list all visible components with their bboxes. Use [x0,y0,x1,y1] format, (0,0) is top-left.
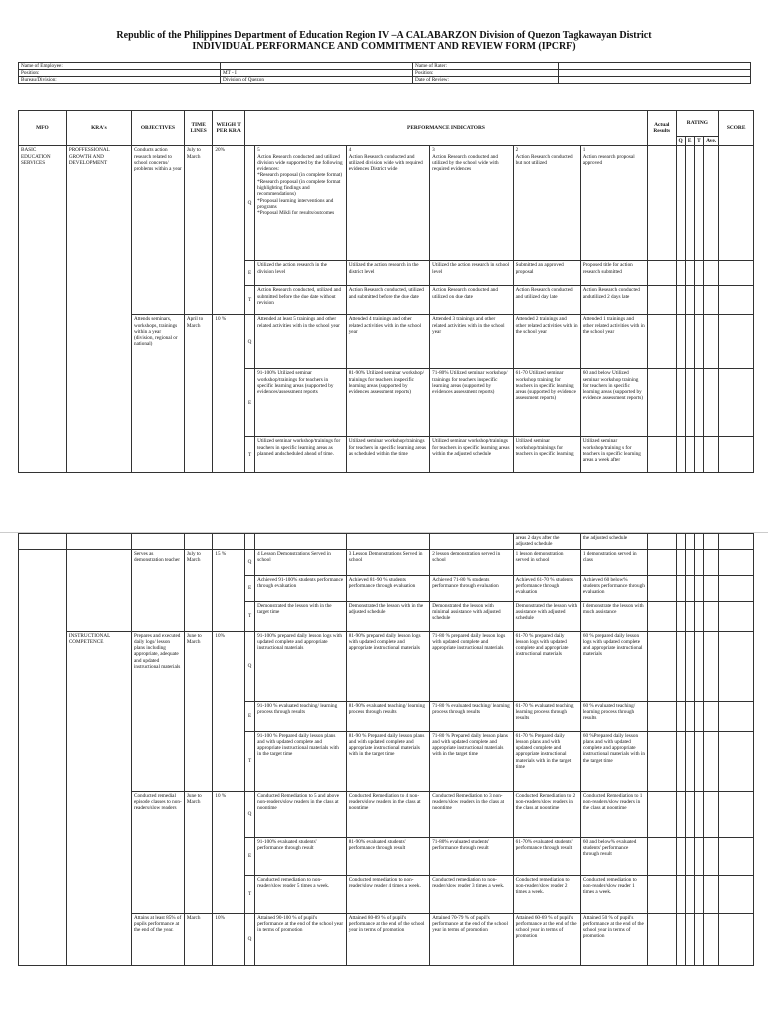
indicator-level-1: 60 %Prepared daily lesson plans and with updated complete and appropriate instructional materials with in the target time [580,731,647,791]
actual-results-cell[interactable] [648,791,677,837]
rater-name-label: Name of Rater: [413,63,559,70]
indicator-level-2: 61-70 Utilized seminar workshop training for teachers in specific learning areas (supported by evidence assessment reports) [513,369,580,437]
score-cell[interactable] [719,837,754,875]
employee-name-value[interactable] [221,63,413,70]
review-date-value[interactable] [559,77,751,84]
score-cell[interactable] [719,791,754,837]
rating-t-cell[interactable] [694,601,703,631]
dimension-label: T [244,731,254,791]
score-cell[interactable] [719,369,754,437]
carry-cell [66,534,131,550]
indicator-level-5: Conducted Remediation to 5 and above non-readers/slow readers in the class at noontime [255,791,347,837]
rating-ave-cell[interactable] [703,261,718,286]
indicator-level-3: Action Research conducted and utilized on due date [430,286,513,315]
indicator-level-1: I demonstrate the lesson with much assistance [580,601,647,631]
timeline-cell: July to March [184,549,213,631]
indicator-level-5: 4 Lesson Demonstrations Served in school [255,549,347,575]
rating-ave-cell[interactable] [704,875,719,913]
indicator-level-3: 71-80 % evaluated teaching/ learning process through results [430,701,513,731]
header-line-2: INDIVIDUAL PERFORMANCE AND COMMITMENT AND REVIEW FORM (IPCRF) [192,41,576,52]
col-rating: RATING [676,111,719,137]
score-cell[interactable] [719,731,754,791]
actual-results-cell[interactable] [648,601,677,631]
indicator-level-1: Conducted Remediation to 1 non-readers/slow readers in the class at noontime [580,791,647,837]
rating-e-cell[interactable] [685,437,694,473]
position-label: Position: [19,70,221,77]
indicator-level-1: Attained 50 % of pupil's performance at the end of the school year in terms of promotion [580,913,647,965]
dimension-label: T [244,601,254,631]
actual-results-cell[interactable] [648,701,677,731]
timeline-cell: June to March [184,791,213,913]
indicator-level-1: 60 % prepared daily lesson logs with updated complete and appropriate instructional materials [580,631,647,701]
indicator-level-4: Action Research conducted, utilized and submitted before the due date [346,286,429,315]
col-kra: KRA's [66,111,131,146]
rating-q-cell[interactable] [676,575,685,601]
indicator-level-4: 81-90% prepared daily lesson logs with updated complete and appropriate instructional materials [346,631,429,701]
rating-q-cell[interactable] [676,437,685,473]
actual-results-cell[interactable] [648,315,677,369]
bureau-label: Bureau/Division: [19,77,221,84]
indicator-level-1: 1 demonstration served in class [580,549,647,575]
rating-q-cell[interactable] [676,261,685,286]
actual-results-cell[interactable] [648,837,677,875]
indicator-level-2: Attained 60-69 % of pupil's performance at the end of the school year in terms of promotion [513,913,580,965]
carry-cell [346,534,429,550]
indicator-level-5: Conducted remediation to non-reader/slow reader 5 times a week. [255,875,347,913]
rating-q-cell[interactable] [676,837,685,875]
dimension-label: T [244,875,254,913]
indicator-level-2: Action Research conducted and utilized day late [513,286,580,315]
indicator-level-5: Attended at least 5 trainings and other related activities with in the school year [255,315,347,369]
rating-ave-cell[interactable] [703,369,718,437]
indicator-level-5: 91-100% evaluated students' performance through result [255,837,347,875]
indicator-level-3: 71-80% evaluated students' performance through result [430,837,513,875]
rating-ave-cell[interactable] [704,601,719,631]
rating-t-cell[interactable] [694,875,703,913]
col-mfo: MFO [19,111,67,146]
indicator-level-5: 91-100 % Prepared daily lesson plans and with updated complete and appropriate instructional materials with in the target time [255,731,347,791]
ipcrf-table-page-2 [18,533,754,966]
rating-e-cell[interactable] [685,731,694,791]
weight-cell: 10% [213,631,245,791]
carry-cell [430,534,513,550]
objective-cell: Prepares and executed daily logs/ lesson plans including appropriate, adequate and updated instructional materials [131,631,184,791]
indicator-level-3: 71-80 % prepared daily lesson logs with updated complete and appropriate instructional materials [430,631,513,701]
rating-ave-cell[interactable] [704,631,719,701]
score-cell[interactable] [719,701,754,731]
indicator-level-4: Demonstrated the lesson with in the adjusted schedule [346,601,429,631]
indicator-level-1: Proposed title for action research submitted [580,261,647,286]
indicator-level-2: 61-70 % Prepared daily lesson plans and with updated complete and appropriate instructional materials with in the target time [513,731,580,791]
col-objectives: OBJECTIVES [131,111,184,146]
col-performance-indicators: PERFORMANCE INDICATORS [244,111,647,146]
indicator-level-3: Utilized seminar workshop/trainings for teachers in specific learning areas within the adjusted schedule [430,437,513,473]
indicator-level-3: Attended 3 trainings and other related activities with in the school year [430,315,513,369]
rating-e-cell[interactable] [685,701,694,731]
indicator-level-1: Achieved 60 below% students performance through evaluation [580,575,647,601]
score-cell[interactable] [719,437,754,473]
indicator-level-1: 1 Action research proposal approved [580,146,647,261]
actual-results-cell[interactable] [648,534,677,550]
kra-cell: PROFFESSIONAL GROWTH AND DEVELOPMENT [66,146,131,473]
rating-ave-cell[interactable] [703,286,718,315]
dimension-label: E [244,575,254,601]
rating-e-cell[interactable] [685,286,694,315]
score-cell[interactable] [719,146,754,261]
rating-t-cell[interactable] [694,791,703,837]
objective-cell: Conducted remedial episode classes to non-readers/slow readers [131,791,184,913]
indicator-level-2: 2 Action Research conducted but not utilized [513,146,580,261]
timeline-cell: July to March [184,146,213,315]
dimension-label: E [244,701,254,731]
employee-info-table [18,62,751,84]
timeline-cell: March [184,913,213,965]
form-page-1 [0,0,768,470]
indicator-level-1: Attended 1 trainings and other related activities with in the school year [580,315,647,369]
indicator-level-4: Utilized seminar workshop/trainings for teachers in specific learning areas as scheduled within the time [346,437,429,473]
carry-cell [131,534,184,550]
score-cell[interactable] [719,315,754,369]
rating-e-cell[interactable] [685,875,694,913]
rating-e-cell[interactable] [685,146,694,261]
indicator-level-3: Conducted remediation to non-reader/slow reader 3 times a week. [430,875,513,913]
indicator-level-4: 4 Action Research conducted and utilized division wide with required evidences District wide [346,146,429,261]
rating-t-cell[interactable] [694,369,703,437]
indicator-level-4: 81-90 % Prepared daily lesson plans and with updated complete and appropriate instructional materials with in the target time [346,731,429,791]
indicator-level-4: Attended 4 trainings and other related activities with in the school year [346,315,429,369]
dimension-label: Q [244,631,254,701]
indicator-level-5: Utilized seminar workshop/trainings for teachers in specific learning areas as planned andscheduled ahead of time. [255,437,347,473]
indicator-level-3: Conducted Remediation to 3 non-readers/slow readers in the class at noontime [430,791,513,837]
rating-q-cell[interactable] [676,913,685,965]
indicator-level-3: Demonstrated the lesson with minimal assistance with adjusted schedule [430,601,513,631]
carry-cell [244,534,254,550]
rating-q-cell[interactable] [676,146,685,261]
rating-e-cell[interactable] [685,534,694,550]
rating-ave-cell[interactable] [704,549,719,575]
actual-results-cell[interactable] [648,437,677,473]
rating-e-cell[interactable] [685,791,694,837]
col-weight: WEIGH T PER KRA [213,111,245,146]
indicator-level-4: 81-90% evaluated teaching/ learning process through results [346,701,429,731]
rating-t-cell[interactable] [694,837,703,875]
indicator-level-4: 81-90% evaluated students' performance through result [346,837,429,875]
rating-q-cell[interactable] [676,534,685,550]
position-value: MT - I [221,70,413,77]
indicator-level-5: 91-100% prepared daily lesson logs with updated complete and appropriate instructional materials [255,631,347,701]
indicator-level-2: Conducted Remediation to 2 non-readers/slow readers in the class at noontime [513,791,580,837]
indicator-level-4: Conducted Remediation to 4 non-readers/slow readers in the class at noontime [346,791,429,837]
rating-ave-cell[interactable] [704,575,719,601]
carry-cell [184,534,213,550]
rating-t-cell[interactable] [694,631,703,701]
score-cell[interactable] [719,575,754,601]
objective-cell: Attends seminars, workshops, trainings within a year (division, regional or national) [131,315,184,473]
objective-cell: Serves as demonstration teacher [131,549,184,631]
carry-indicator-level-1: the adjusted schedule [580,534,647,550]
dimension-label: Q [244,791,254,837]
indicator-level-4: 3 Lesson Demonstrations Served in school [346,549,429,575]
indicator-level-1: 60 and below Utilized seminar workshop training for teachers in specific learning areas (supported by evidence assessment reports) [580,369,647,437]
rating-ave-cell[interactable] [704,791,719,837]
carry-cell [213,534,245,550]
rating-e-cell[interactable] [685,631,694,701]
rating-e-cell[interactable] [685,315,694,369]
indicator-level-3: Attained 70-79 % of pupil's performance at the end of the school year in terms of promotion [430,913,513,965]
indicator-level-2: 61-70% evaluated students' performance through result [513,837,580,875]
rating-q-cell[interactable] [676,549,685,575]
weight-cell: 15 % [213,549,245,631]
indicator-level-2: Demonstrated the lesson with assistance with adjusted schedule [513,601,580,631]
weight-cell: 10 % [213,315,245,473]
actual-results-cell[interactable] [648,286,677,315]
col-timelines: TIME LINES [184,111,213,146]
actual-results-cell[interactable] [648,369,677,437]
carry-cell [19,534,67,550]
dimension-label: E [244,261,254,286]
rating-e-cell[interactable] [685,549,694,575]
indicator-level-5: Utilized the action research in the division level [255,261,347,286]
actual-results-cell[interactable] [648,261,677,286]
rating-ave-cell[interactable] [703,437,718,473]
indicator-level-2: 1 lesson demonstration served in school [513,549,580,575]
rater-name-value[interactable] [559,63,751,70]
timeline-cell: June to March [184,631,213,791]
actual-results-cell[interactable] [648,631,677,701]
dimension-label: T [244,437,254,473]
indicator-level-3: Achieved 71-80 % students performance through evaluation [430,575,513,601]
indicator-level-4: Achieved 81-90 % students performance through evaluation [346,575,429,601]
rating-q-cell[interactable] [676,369,685,437]
indicator-level-3: 3 Action Research conducted and utilized by the school wide with required evidences [430,146,513,261]
indicator-level-3: 71-80 % Prepared daily lesson plans and with updated complete and appropriate instructional materials with in the target time [430,731,513,791]
carry-indicator-level-2: areas 2 days after the adjusted schedule [513,534,580,550]
score-cell[interactable] [719,286,754,315]
indicator-level-1: 60 and below% evaluated students' performance through result [580,837,647,875]
header-line-1: Republic of the Philippines Department of Education Region IV –A CALABARZON Division of Quezon Tagkawayan District [116,30,652,41]
indicator-level-1: Action Research conducted andutilized 2 days late [580,286,647,315]
employee-name-label: Name of Employee: [19,63,221,70]
col-rating-q: Q [676,137,685,146]
indicator-level-5: Achieved 91-100% students performance through evaluation [255,575,347,601]
dimension-label: Q [244,146,254,261]
indicator-level-2: Submitted an approved proposal [513,261,580,286]
rating-e-cell[interactable] [685,575,694,601]
rating-t-cell[interactable] [694,731,703,791]
indicator-level-4: 81-90% Utilized seminar workshop/ trainings for teachers inspecific learning areas (supported by evidences assessment reports) [346,369,429,437]
col-rating-e: E [685,137,694,146]
actual-results-cell[interactable] [648,549,677,575]
actual-results-cell[interactable] [648,731,677,791]
rating-ave-cell[interactable] [704,701,719,731]
indicator-level-4: Attained 80-89 % of pupil's performance at the end of the school year in terms of promotion [346,913,429,965]
indicator-level-4: Utilized the action research in the district level [346,261,429,286]
score-cell[interactable] [719,875,754,913]
rating-e-cell[interactable] [685,837,694,875]
rating-t-cell[interactable] [694,286,703,315]
bureau-value: Division of Quezon [221,77,413,84]
score-cell[interactable] [719,261,754,286]
score-cell[interactable] [719,601,754,631]
rating-q-cell[interactable] [676,791,685,837]
dimension-label: E [244,837,254,875]
rating-ave-cell[interactable] [704,837,719,875]
rating-e-cell[interactable] [685,261,694,286]
indicator-level-2: Achieved 61-70 % students performance through evaluation [513,575,580,601]
actual-results-cell[interactable] [648,146,677,261]
rating-q-cell[interactable] [676,601,685,631]
rating-q-cell[interactable] [676,286,685,315]
score-cell[interactable] [719,534,754,550]
indicator-level-2: Conducted remediation to non-reader/slow reader 2 times a week. [513,875,580,913]
indicator-level-5: Attained 90-100 % of pupil's performance at the end of the school year in terms of promotion [255,913,347,965]
rating-e-cell[interactable] [685,601,694,631]
rating-ave-cell[interactable] [703,146,718,261]
col-score: SCORE [719,111,754,146]
indicator-level-2: 61-70 % evaluated teaching learning process through results [513,701,580,731]
weight-cell: 10% [213,913,245,965]
kra-cell [66,549,131,631]
indicator-level-5: Action Research conducted, utilized and submitted before the due date without revision [255,286,347,315]
rater-position-value[interactable] [559,70,751,77]
indicator-level-3: 71-80% Utilized seminar workshop/ trainings for teachers inspecific learning areas (supported by evidences assessment reports) [430,369,513,437]
dimension-label: Q [244,549,254,575]
weight-cell: 20% [213,146,245,315]
rating-e-cell[interactable] [685,913,694,965]
indicator-level-5: 91-100 % evaluated teaching/ learning process through results [255,701,347,731]
indicator-level-2: Attended 2 trainings and other related activities with in the school year [513,315,580,369]
rating-ave-cell[interactable] [703,315,718,369]
rating-t-cell[interactable] [694,146,703,261]
objective-cell: Conducts action research related to school concerns/ problems within a year [131,146,184,315]
score-cell[interactable] [719,549,754,575]
score-cell[interactable] [719,913,754,965]
indicator-level-3: 2 lesson demonstration served in school [430,549,513,575]
rating-t-cell[interactable] [694,549,703,575]
kra-cell: INSTRUCTIONAL COMPETENCE [66,631,131,965]
actual-results-cell[interactable] [648,575,677,601]
review-date-label: Date of Review: [413,77,559,84]
dimension-label: Q [244,913,254,965]
rating-t-cell[interactable] [694,534,703,550]
dimension-label: T [244,286,254,315]
indicator-level-1: Conducted remediation to non-reader/slow reader 1 times a week. [580,875,647,913]
indicator-level-1: Utilized seminar workshop/training s for teachers in specific learning areas a week after [580,437,647,473]
rating-q-cell[interactable] [676,731,685,791]
rating-q-cell[interactable] [676,875,685,913]
rating-ave-cell[interactable] [704,731,719,791]
indicator-level-4: Conducted remediation to non-reader/slow reader 4 times a week. [346,875,429,913]
mfo-cell [19,549,67,965]
score-cell[interactable] [719,631,754,701]
objective-cell: Attains at least 85% of pupils performance at the end of the year. [131,913,184,965]
rating-ave-cell[interactable] [704,534,719,550]
col-actual-results: Actual Results [648,111,677,146]
indicator-level-5: Demonstrated the lesson with in the target time [255,601,347,631]
dimension-label: E [244,369,254,437]
mfo-cell: BASIC EDUCATION SERVICES [19,146,67,473]
indicator-level-5: 91-100% Utilized seminar workshop/trainings for teachers in specific learning areas (supported by evidences/assessment reports [255,369,347,437]
actual-results-cell[interactable] [648,875,677,913]
indicator-level-2: Utilized seminar workshop/trainings for teachers in specific learning [513,437,580,473]
timeline-cell: April to March [184,315,213,473]
rating-t-cell[interactable] [694,913,703,965]
col-rating-t: T [694,137,703,146]
rating-t-cell[interactable] [694,315,703,369]
carry-cell [255,534,347,550]
rater-position-label: Position: [413,70,559,77]
weight-cell: 10 % [213,791,245,913]
rating-t-cell[interactable] [694,261,703,286]
rating-q-cell[interactable] [676,315,685,369]
indicator-level-1: 60 % evaluated teaching/ learning process through results [580,701,647,731]
rating-t-cell[interactable] [694,701,703,731]
rating-ave-cell[interactable] [704,913,719,965]
rating-q-cell[interactable] [676,701,685,731]
indicator-level-2: 61-70 % prepared daily lesson logs with updated complete and appropriate instructional materials [513,631,580,701]
rating-t-cell[interactable] [694,575,703,601]
ipcrf-table-page-1 [18,110,754,473]
actual-results-cell[interactable] [648,913,677,965]
indicator-level-3: Utilized the action research in school level [430,261,513,286]
col-rating-ave: Ave. [703,137,718,146]
rating-q-cell[interactable] [676,631,685,701]
rating-e-cell[interactable] [685,369,694,437]
indicator-level-5: 5 Action Research conducted and utilized division wide supported by the following evidences: *Research proposal (in complete format) *Research proposal (in complete format highlighting findings and recommendations) *Proposal learning interventions and programs *Proposal Mikli for results/outcomes [255,146,347,261]
dimension-label: Q [244,315,254,369]
rating-t-cell[interactable] [694,437,703,473]
form-page-2 [0,532,768,1025]
